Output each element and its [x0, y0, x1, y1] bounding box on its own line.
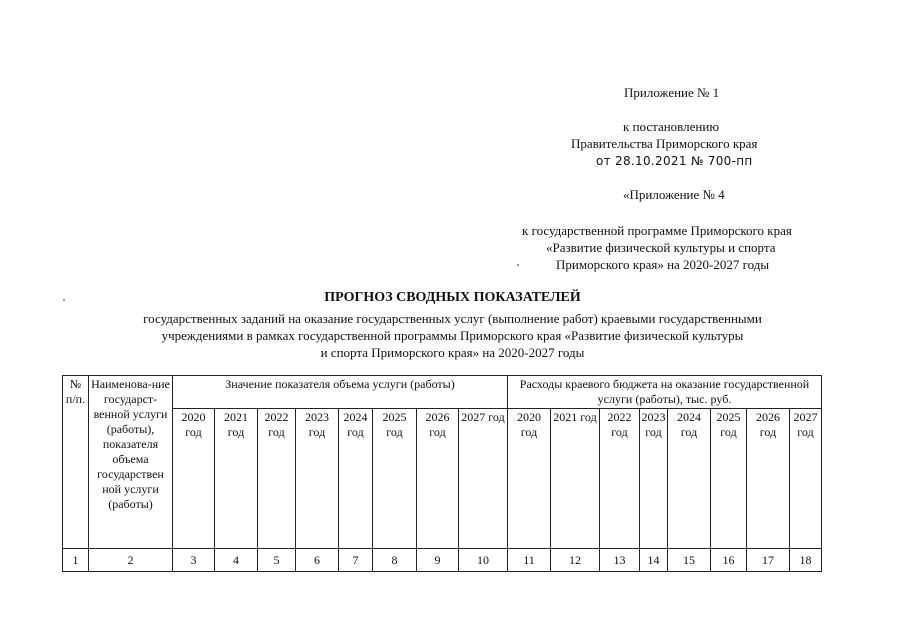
decree-reference: к постановлению: [623, 119, 720, 134]
document-subtitle: [0, 310, 905, 361]
column-number: 8: [373, 549, 417, 572]
column-number: 6: [296, 549, 339, 572]
table-header-row: [63, 376, 822, 409]
column-number: 15: [668, 549, 711, 572]
table-years-row: [63, 409, 822, 549]
program-reference: к государственной программе Приморского края: [522, 223, 792, 238]
document-title: ПРОГНОЗ СВОДНЫХ ПОКАЗАТЕЛЕЙ: [324, 290, 581, 305]
decree-date-number: от 28.10.2021 № 700-пп: [596, 154, 753, 168]
scan-speck: [63, 299, 65, 301]
year-header: 2023 год: [296, 409, 339, 549]
year-header: 2020 год: [173, 409, 215, 549]
year-header: 2026 год: [417, 409, 459, 549]
year-header: 2021 год: [551, 409, 600, 549]
subtitle-line-3: и спорта Приморского края» на 2020-2027 годы: [320, 345, 585, 360]
column-numbers-row: [63, 549, 822, 572]
appendix-4-label: «Приложение № 4: [623, 187, 725, 202]
column-number: 9: [417, 549, 459, 572]
government-name: Правительства Приморского края: [571, 136, 758, 151]
year-header: 2024 год: [339, 409, 373, 549]
column-number: 2: [89, 549, 173, 572]
column-number: 17: [747, 549, 790, 572]
column-number: 18: [790, 549, 822, 572]
column-number: 11: [508, 549, 551, 572]
year-header: 2027 год: [459, 409, 508, 549]
indicators-table: [62, 375, 822, 572]
column-number: 14: [640, 549, 668, 572]
subtitle-line-2: учреждениями в рамках государственной программы Приморского края «Развитие физической культуры: [161, 328, 744, 343]
year-header: 2026 год: [747, 409, 790, 549]
column-number: 16: [711, 549, 747, 572]
column-number: 10: [459, 549, 508, 572]
year-header: 2024 год: [668, 409, 711, 549]
column-number: 5: [258, 549, 296, 572]
year-header: 2025 год: [711, 409, 747, 549]
program-name-line-1: «Развитие физической культуры и спорта: [546, 240, 776, 255]
year-header: 2022 год: [258, 409, 296, 549]
year-header: 2023 год: [640, 409, 668, 549]
column-number: 13: [600, 549, 640, 572]
year-header: 2021 год: [215, 409, 258, 549]
header-number: № п/п.: [63, 376, 89, 549]
appendix-1-label: Приложение № 1: [624, 85, 720, 100]
column-number: 12: [551, 549, 600, 572]
year-header: 2020 год: [508, 409, 551, 549]
column-number: 1: [63, 549, 89, 572]
header-expenses-group: Расходы краевого бюджета на оказание государственной услуги (работы), тыс. руб.: [508, 376, 822, 409]
column-number: 3: [173, 549, 215, 572]
year-header: 2022 год: [600, 409, 640, 549]
year-header: 2027 год: [790, 409, 822, 549]
column-number: 4: [215, 549, 258, 572]
year-header: 2025 год: [373, 409, 417, 549]
column-number: 7: [339, 549, 373, 572]
scan-speck: [517, 264, 519, 266]
header-volume-group: Значение показателя объема услуги (работы): [173, 376, 508, 409]
header-service-name: Наименова-ние государст-венной услуги (работы), показателя объема государствен ной услуги (работы): [89, 376, 173, 549]
subtitle-line-1: государственных заданий на оказание государственных услуг (выполнение работ) краевыми государственными: [143, 311, 762, 326]
program-name-line-2: Приморского края» на 2020-2027 годы: [556, 257, 770, 272]
